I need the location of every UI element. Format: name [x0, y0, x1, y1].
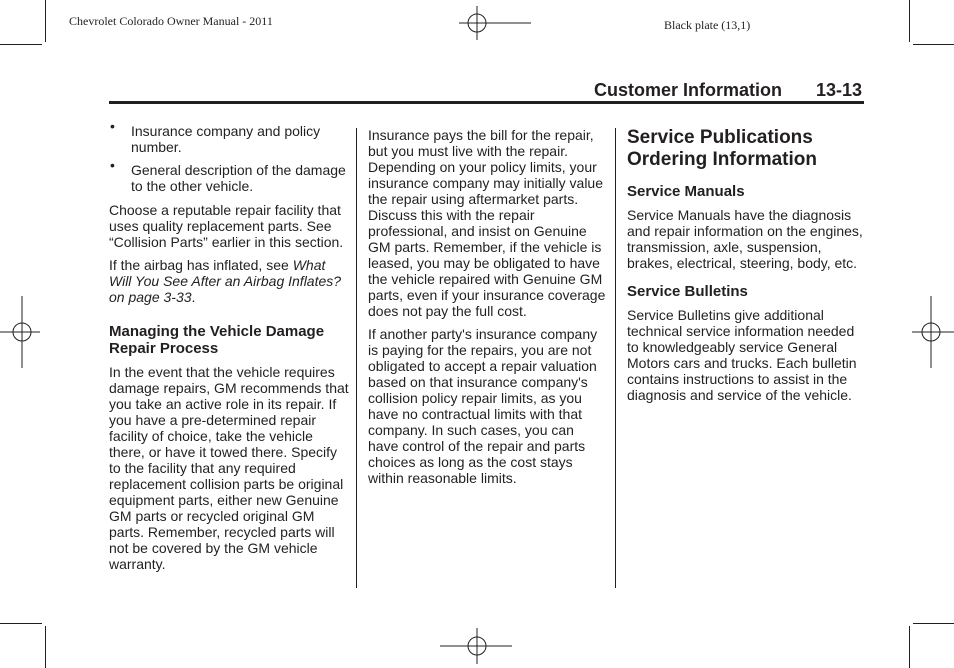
registration-mark-icon: [0, 296, 40, 368]
registration-mark-icon: [459, 6, 531, 40]
paragraph: Service Manuals have the diagnosis and repair information on the engines, transmission, axle, suspension, brakes, electrical, steering, body, etc.: [627, 207, 863, 271]
subheading: Service Manuals: [627, 183, 745, 200]
crop-mark: [0, 623, 42, 624]
paragraph: In the event that the vehicle requires damage repairs, GM recommends that you take an active role in its repair. If you have a pre-determined repair facility of choice, take the vehicle there, or have it towed there. Specify to the facility that any required replacement collision parts be original equipment parts, either new Genuine GM parts or recycled original GM parts. Remember, recycled parts will not be covered by the GM vehicle warranty.: [109, 364, 349, 572]
crop-mark: [45, 0, 46, 42]
slug-left: Chevrolet Colorado Owner Manual - 2011: [69, 14, 273, 28]
subheading: Service Bulletins: [627, 283, 748, 300]
column-divider: [356, 128, 357, 588]
slug-right: Black plate (13,1): [664, 18, 751, 32]
list-item-text: Insurance company and policy number.: [131, 123, 321, 155]
list-item: [109, 157, 349, 194]
paragraph-text: .: [191, 289, 196, 305]
bullet-icon: •: [110, 157, 115, 173]
subheading: Managing the Vehicle Damage Repair Process: [109, 323, 325, 357]
list-item: [109, 118, 349, 155]
section-heading: Service Publications Ordering Information: [627, 127, 817, 170]
paragraph: If another party's insurance company is paying for the repairs, you are not obligated to accept a repair valuation based on that insurance company's collision policy repair limits, as you have no contractual limits with that company. In such cases, you can have control of the repair and parts choices as long as the cost stays within reasonable limits.: [368, 326, 598, 486]
crop-mark: [913, 623, 954, 624]
paragraph: [109, 257, 349, 305]
column-1: [109, 118, 349, 579]
crop-mark: [0, 44, 42, 45]
section-title: Customer Information: [594, 80, 783, 100]
column-3: [627, 127, 867, 410]
column-2: [368, 127, 608, 493]
crop-mark: [909, 626, 910, 668]
column-divider: [615, 128, 616, 588]
list-item-text: General description of the damage to the other vehicle.: [131, 162, 346, 194]
paragraph: Choose a reputable repair facility that uses quality replacement parts. See “Collision Parts” earlier in this section.: [109, 202, 344, 250]
header-rule: [109, 101, 864, 104]
crop-mark: [45, 626, 46, 668]
paragraph: Service Bulletins give additional technical service information needed to knowledgeably service General Motors cars and trucks. Each bulletin contains instructions to assist in the diagnosis and service of the vehicle.: [627, 307, 857, 403]
crop-mark: [909, 0, 910, 42]
registration-mark-icon: [440, 628, 512, 664]
paragraph-text: If the airbag has inflated, see: [109, 257, 293, 273]
page-number: 13-13: [816, 80, 863, 100]
registration-mark-icon: [912, 296, 954, 368]
paragraph: Insurance pays the bill for the repair, but you must live with the repair. Depending on your policy limits, your insurance company may initially value the repair using aftermarket parts. Discuss this with the repair professional, and insist on Genuine GM parts. Remember, if the vehicle is leased, you may be obligated to have the vehicle repaired with Genuine GM parts, even if your insurance coverage does not pay the full cost.: [368, 127, 606, 319]
cross-reference-link[interactable]: What Will You See After an Airbag Inflates? on page 3-33: [109, 257, 342, 305]
bullet-icon: •: [110, 118, 115, 134]
crop-mark: [913, 44, 954, 45]
